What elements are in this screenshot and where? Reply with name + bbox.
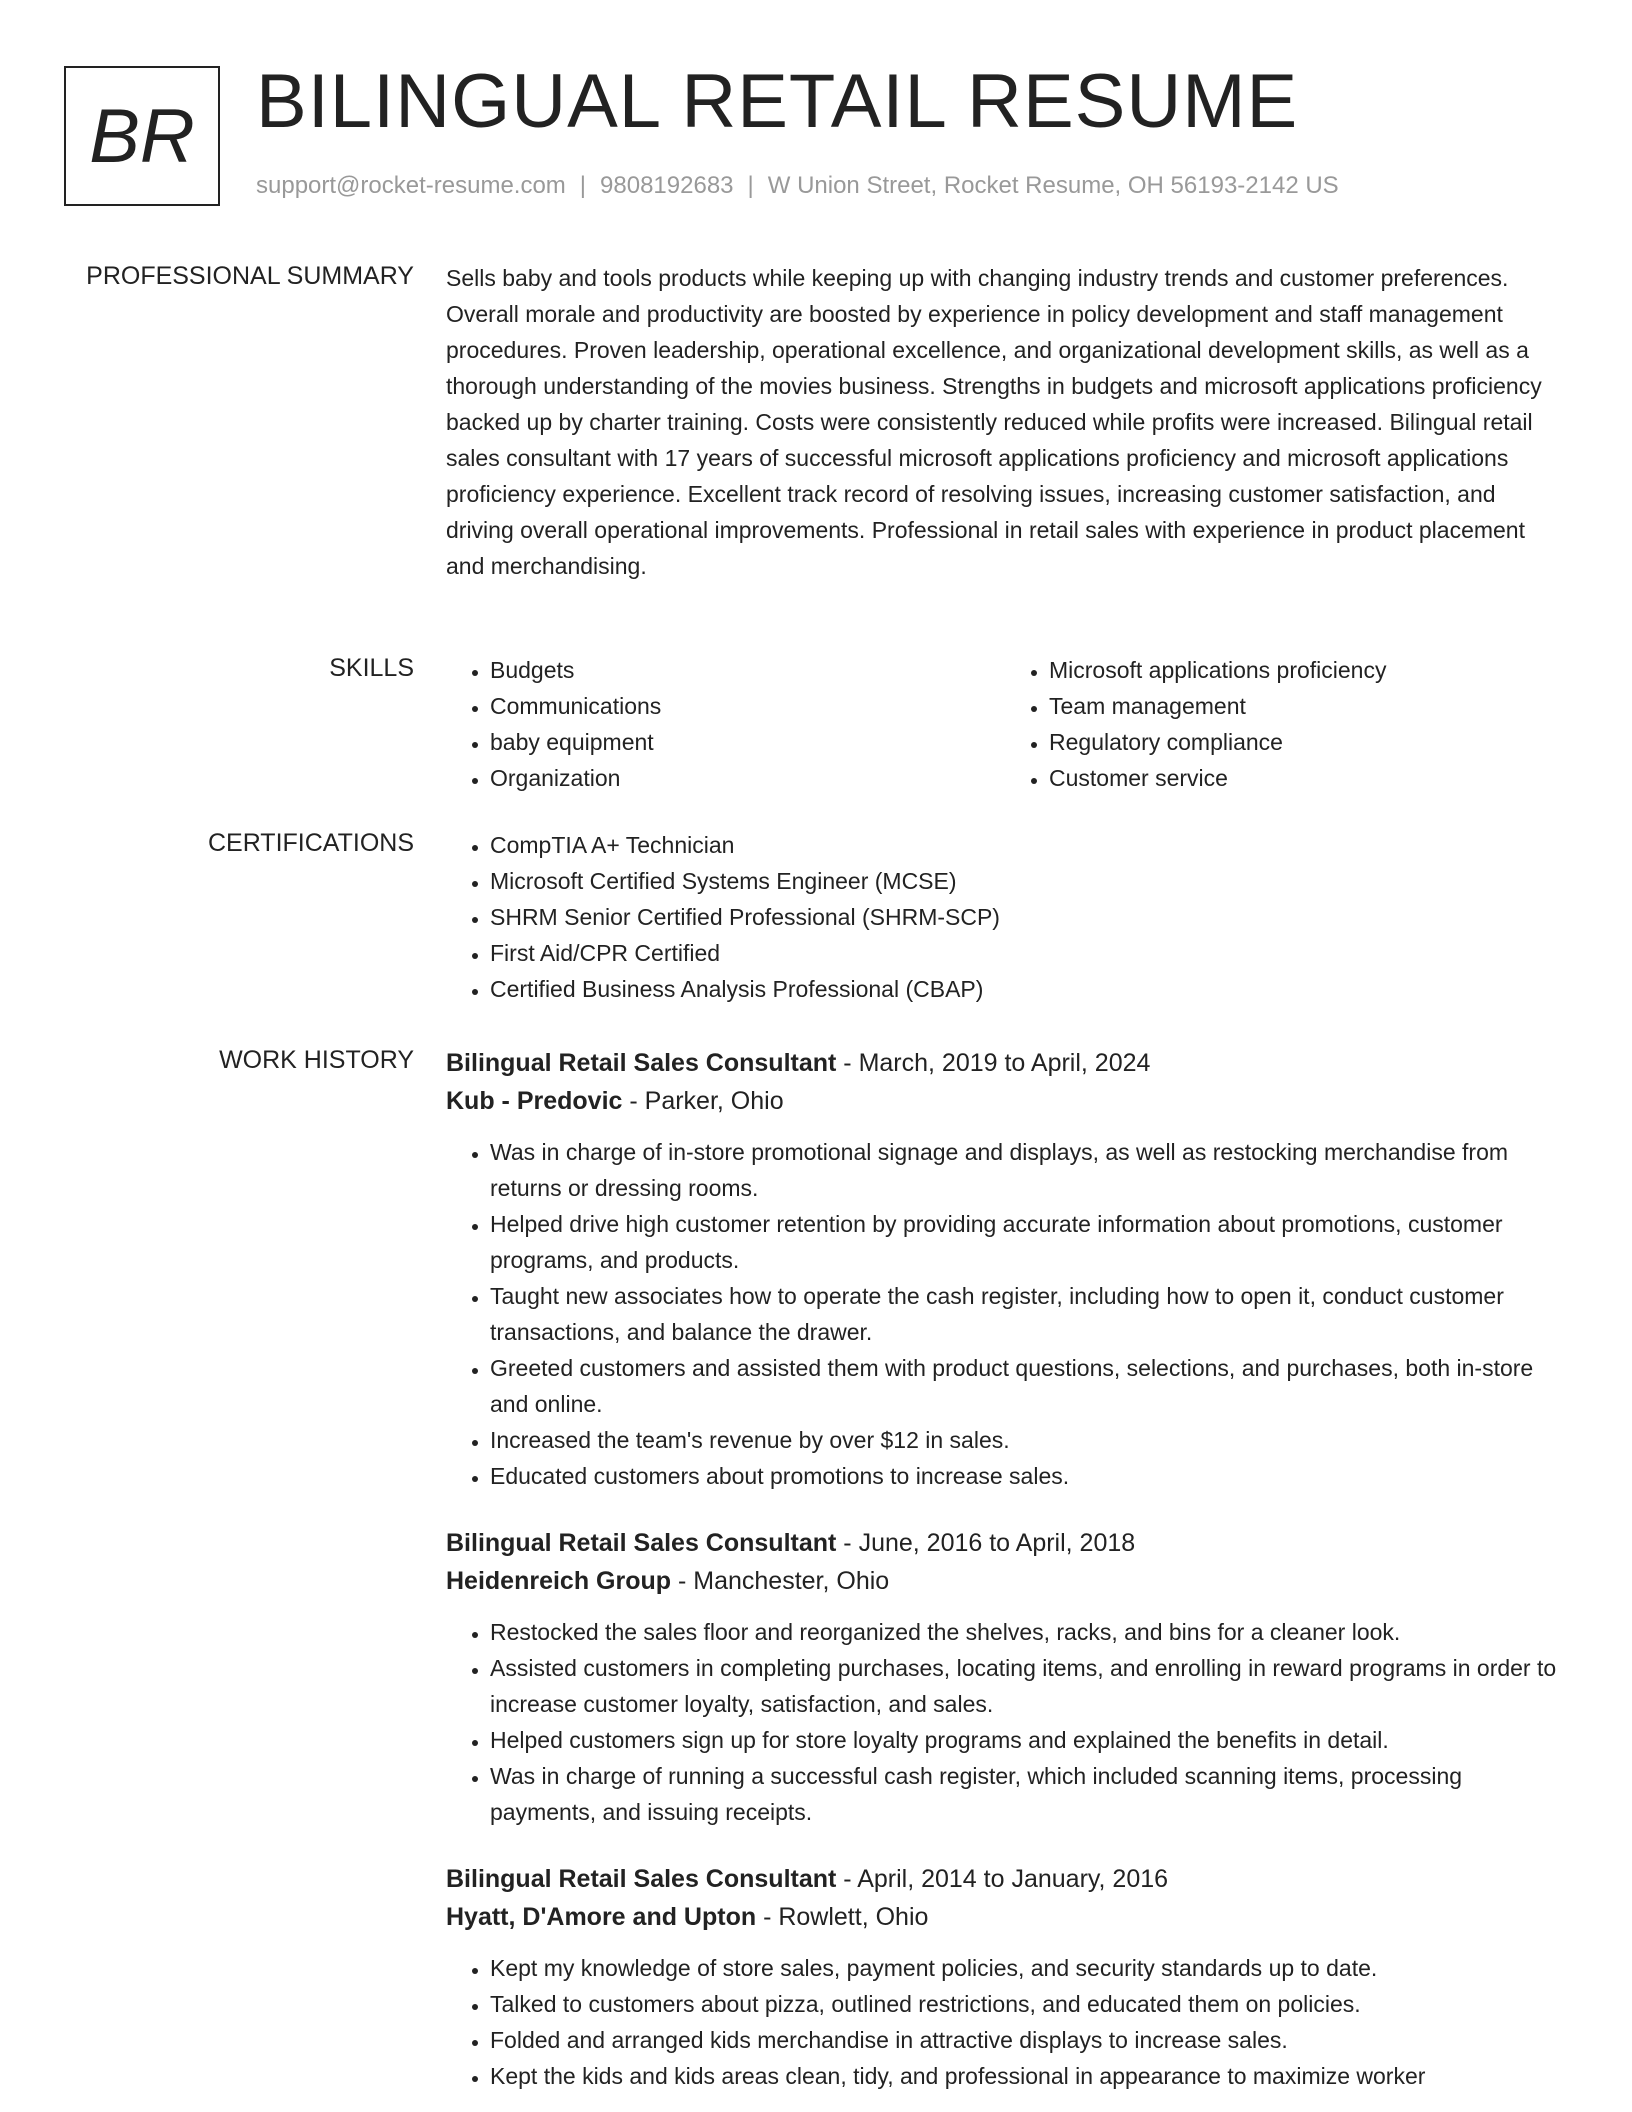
certification-item: • Certified Business Analysis Professional (CBAP) [490, 971, 1564, 1007]
job-entry [446, 1524, 1564, 1830]
job-title: Bilingual Retail Sales Consultant [446, 1049, 837, 1077]
separator: | [747, 172, 754, 199]
job-bullet: • Helped customers sign up for store loyalty programs and explained the benefits in detail. [490, 1722, 1564, 1758]
contact-address: W Union Street, Rocket Resume, OH 56193-2142 US [767, 172, 1339, 199]
job-company-line [446, 1898, 1564, 1936]
job-bullet: • Restocked the sales floor and reorganized the shelves, racks, and bins for a cleaner look. [490, 1614, 1564, 1650]
certification-item: • SHRM Senior Certified Professional (SHRM-SCP) [490, 899, 1564, 935]
job-entry [446, 1044, 1564, 1494]
job-bullet: • Was in charge of in-store promotional signage and displays, as well as restocking merchandise from returns or dressing rooms. [490, 1134, 1564, 1206]
job-bullet: • Was in charge of running a successful cash register, which included scanning items, processing payments, and issuing receipts. [490, 1758, 1564, 1830]
contact-line [256, 172, 1339, 200]
job-bullets [446, 1134, 1564, 1494]
job-bullet: • Taught new associates how to operate the cash register, including how to open it, conduct customer transactions, and balance the drawer. [490, 1278, 1564, 1350]
summary-text: Sells baby and tools products while keeping up with changing industry trends and customer preferences. Overall morale and productivity are boosted by experience in policy development and staff management procedures. Proven leadership, operational excellence, and organizational development skills, as well as a thorough understanding of the movies business. Strengths in budgets and microsoft applications proficiency backed up by charter training. Costs were consistently reduced while profits were increased. Bilingual retail sales consultant with 17 years of successful microsoft applications proficiency and microsoft applications proficiency experience. Excellent track record of resolving issues, increasing customer satisfaction, and driving overall operational improvements. Professional in retail sales with experience in product placement and merchandising. [446, 265, 1542, 579]
skill-item: • Customer service [1049, 760, 1564, 796]
job-bullet: • Educated customers about promotions to increase sales. [490, 1458, 1564, 1494]
skill-item: • Organization [490, 760, 1005, 796]
section-label-certifications: CERTIFICATIONS [207, 829, 414, 857]
certifications-list [446, 827, 1564, 1007]
job-dates: - March, 2019 to April, 2024 [836, 1049, 1151, 1077]
job-location: - Manchester, Ohio [671, 1567, 890, 1595]
contact-phone: 9808192683 [600, 172, 734, 199]
certifications-content [446, 827, 1564, 1007]
monogram-logo: BR [64, 66, 220, 206]
skills-list-left [446, 652, 1005, 796]
contact-email: support@rocket-resume.com [256, 172, 566, 199]
skills-list-right [1005, 652, 1564, 796]
skills-content [446, 652, 1564, 796]
job-company-line [446, 1562, 1564, 1600]
job-bullet: • Assisted customers in completing purchases, locating items, and enrolling in reward programs in order to increase customer loyalty, satisfaction, and sales. [490, 1650, 1564, 1722]
job-bullet: • Increased the team's revenue by over $12 in sales. [490, 1422, 1564, 1458]
job-location: - Rowlett, Ohio [756, 1903, 929, 1931]
job-bullet: • Greeted customers and assisted them with product questions, selections, and purchases, both in-store and online. [490, 1350, 1564, 1422]
page-title: BILINGUAL RETAIL RESUME [256, 59, 1299, 144]
certification-item: • First Aid/CPR Certified [490, 935, 1564, 971]
section-label-summary: PROFESSIONAL SUMMARY [86, 262, 414, 290]
work-history-content [446, 1044, 1564, 2094]
section-label-skills: SKILLS [329, 654, 414, 682]
job-dates: - April, 2014 to January, 2016 [836, 1865, 1169, 1893]
skill-item: • Team management [1049, 688, 1564, 724]
job-bullets [446, 1614, 1564, 1830]
job-dates: - June, 2016 to April, 2018 [836, 1529, 1136, 1557]
skill-item: • Communications [490, 688, 1005, 724]
summary-content [446, 260, 1564, 584]
skill-item: • Regulatory compliance [1049, 724, 1564, 760]
job-company: Heidenreich Group [446, 1567, 672, 1595]
separator: | [579, 172, 587, 199]
section-label-work-history: WORK HISTORY [219, 1046, 414, 1074]
certification-item: • Microsoft Certified Systems Engineer (MCSE) [490, 863, 1564, 899]
job-location: - Parker, Ohio [622, 1087, 784, 1115]
job-bullet: • Folded and arranged kids merchandise in attractive displays to increase sales. [490, 2022, 1564, 2058]
job-title-line [446, 1524, 1564, 1562]
job-title-line [446, 1860, 1564, 1898]
job-company: Hyatt, D'Amore and Upton [446, 1903, 757, 1931]
job-company-line [446, 1082, 1564, 1120]
skill-item: • Microsoft applications proficiency [1049, 652, 1564, 688]
job-bullet: • Kept the kids and kids areas clean, tidy, and professional in appearance to maximize worker [490, 2058, 1564, 2094]
skill-item: • Budgets [490, 652, 1005, 688]
job-bullet: • Helped drive high customer retention by providing accurate information about promotions, customer programs, and products. [490, 1206, 1564, 1278]
skill-item: • baby equipment [490, 724, 1005, 760]
job-bullet: • Kept my knowledge of store sales, payment policies, and security standards up to date. [490, 1950, 1564, 1986]
certification-item: • CompTIA A+ Technician [490, 827, 1564, 863]
job-title-line [446, 1044, 1564, 1082]
job-entry [446, 1860, 1564, 2094]
job-title: Bilingual Retail Sales Consultant [446, 1529, 837, 1557]
job-company: Kub - Predovic [446, 1087, 623, 1115]
job-bullets [446, 1950, 1564, 2094]
job-title: Bilingual Retail Sales Consultant [446, 1865, 837, 1893]
job-bullet: • Talked to customers about pizza, outlined restrictions, and educated them on policies. [490, 1986, 1564, 2022]
